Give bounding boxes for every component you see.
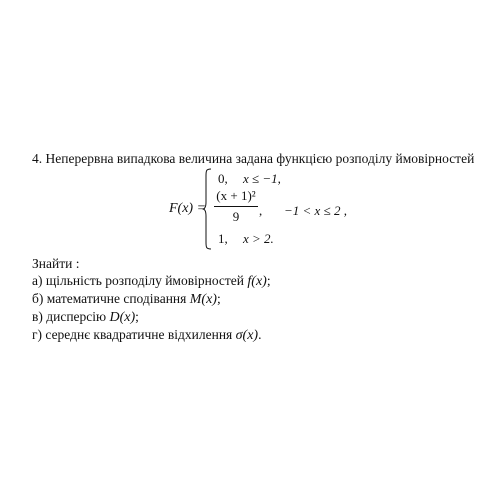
- task-text: б) математичне сподівання: [32, 291, 190, 306]
- task-end: ;: [216, 291, 221, 306]
- case2-numerator: (x + 1)²: [216, 188, 256, 203]
- task-math: σ(x): [235, 328, 259, 343]
- case3-value: 1,: [218, 231, 228, 246]
- tasks-heading: Знайти :: [32, 256, 80, 271]
- task-math: D(x): [109, 310, 136, 325]
- case3-condition: x > 2.: [243, 231, 274, 246]
- task-item: [32, 308, 271, 326]
- case2-comma: ,: [259, 203, 263, 218]
- task-math: f(x): [247, 274, 267, 289]
- case2-fraction: [214, 188, 258, 225]
- formula-lhs: F(x) =: [169, 201, 207, 216]
- task-item: [32, 272, 271, 290]
- task-math: M(x): [189, 292, 217, 307]
- task-text: в) дисперсію: [32, 309, 110, 324]
- case2-denominator: 9: [232, 209, 240, 224]
- case1-condition: x ≤ −1,: [243, 171, 281, 186]
- task-text: г) середнє квадратичне відхилення: [32, 327, 236, 342]
- tasks-section: [32, 255, 271, 344]
- task-text: а) щільність розподілу ймовірностей: [32, 273, 248, 288]
- problem-statement: 4. Неперервна випадкова величина задана функцією розподілу ймовірностей: [32, 151, 475, 166]
- task-end: ;: [135, 309, 139, 324]
- task-item: [32, 326, 271, 344]
- case2-condition: −1 < x ≤ 2 ,: [284, 203, 347, 218]
- left-brace: [202, 168, 212, 250]
- case1-value: 0,: [218, 171, 228, 186]
- distribution-function-formula: [0, 166, 500, 250]
- task-end: ;: [266, 273, 271, 288]
- task-end: .: [258, 327, 262, 342]
- task-item: [32, 290, 271, 308]
- fraction-bar: [214, 206, 258, 207]
